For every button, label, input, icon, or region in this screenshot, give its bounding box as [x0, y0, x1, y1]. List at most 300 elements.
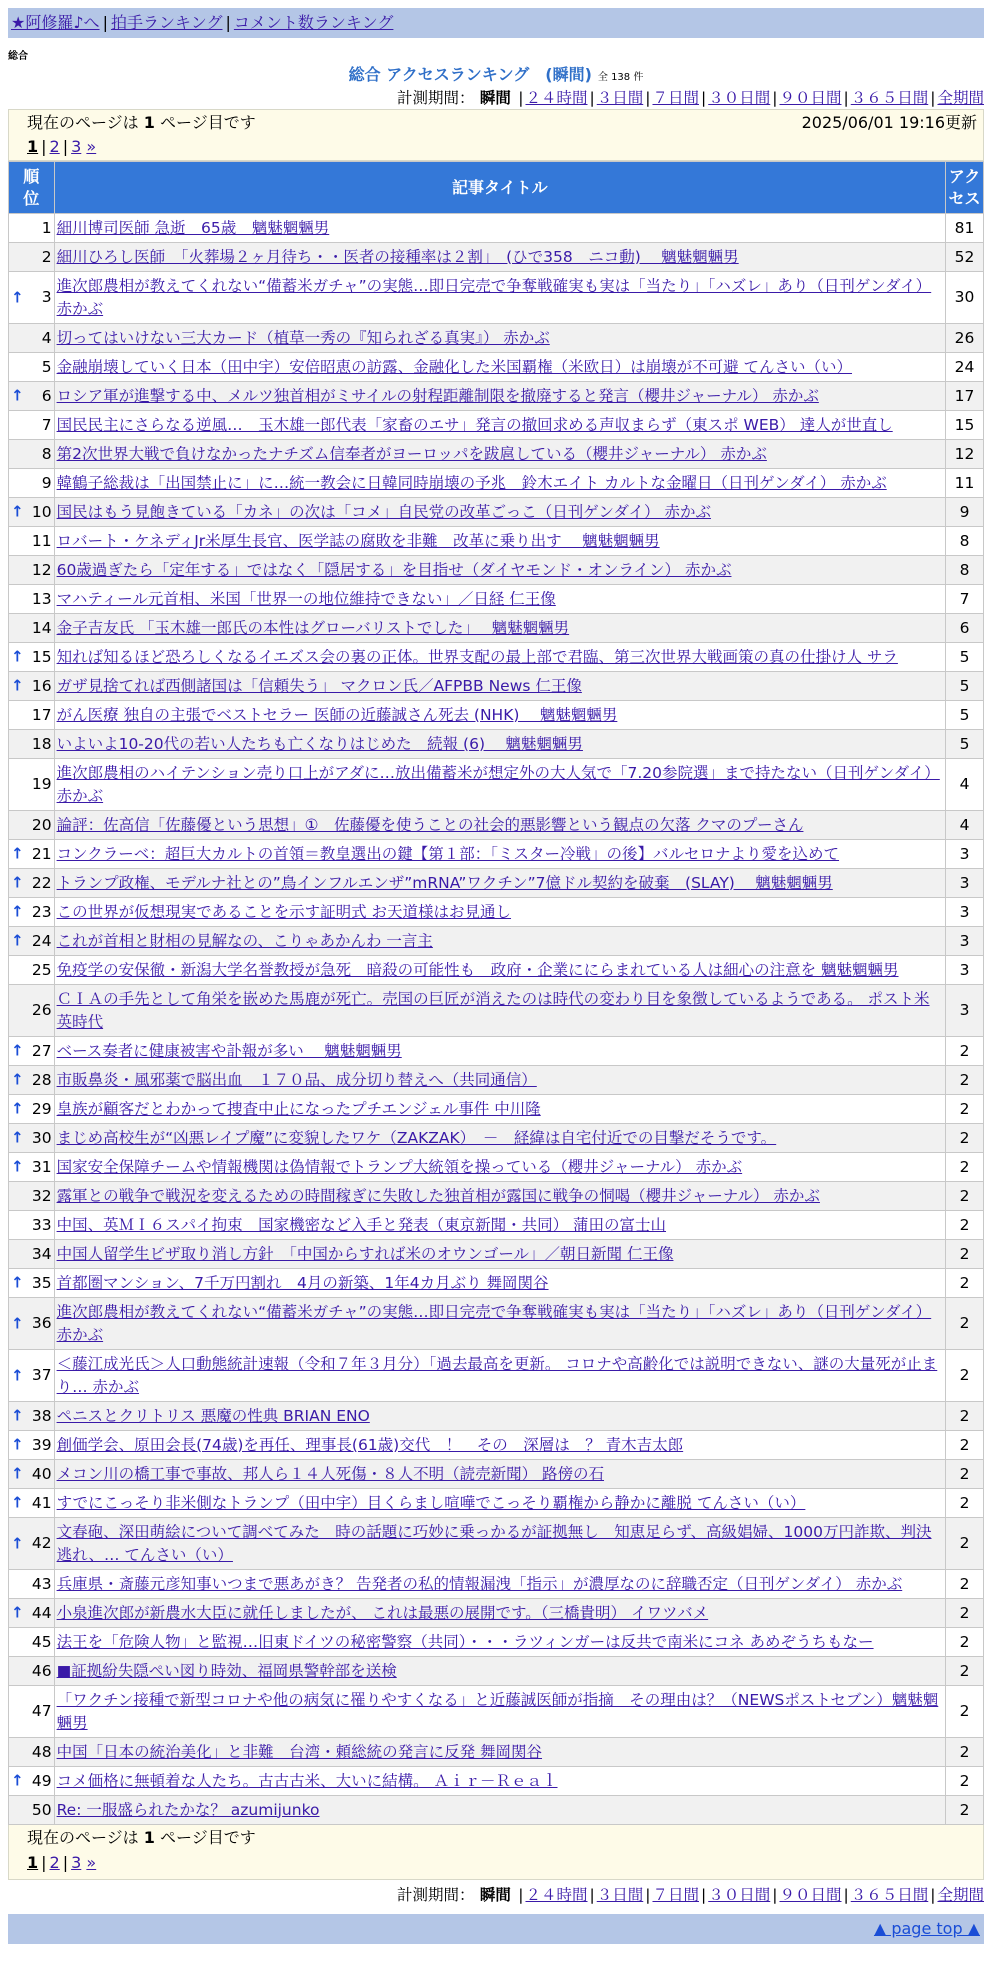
title-cell [54, 1298, 945, 1350]
title-cell [54, 1738, 945, 1767]
rank-number: 49 [31, 1771, 52, 1790]
access-count: 2 [946, 1657, 984, 1686]
rank-cell [9, 1796, 55, 1825]
title-cell [54, 672, 945, 701]
period-option-4[interactable]: ３０日間 [708, 89, 771, 107]
rank-cell [9, 1350, 55, 1402]
article-title-link[interactable]: 進次郎農相が教えてくれない“備蓄米ガチャ”の実態…即日完売で争奪戦確実も実は「当たり」「ハズレ」あり（日刊ゲンダイ） 赤かぶ [56, 276, 932, 318]
table-row [9, 1657, 984, 1686]
table-row [9, 1095, 984, 1124]
article-title-link[interactable]: 「ワクチン接種で新型コロナや他の病気に罹りやすくなる」と近藤誠医師が指摘 その理由は？（NEWSポストセブン）魑魅魍魎男 [56, 1690, 939, 1732]
arrow-up-icon: ↑ [11, 1070, 24, 1089]
access-count: 5 [946, 701, 984, 730]
article-title-link[interactable]: 細川ひろし医師 「火葬場２ヶ月待ち・・医者の接種率は２割」 (ひで358 ニコ動) 魑魅魍魎男 [56, 247, 739, 266]
page-link-3[interactable]: 3 [71, 137, 82, 156]
article-title-link[interactable]: すでにこっそり非米側なトランプ（田中宇）目くらまし喧嘩でこっそり覇権から静かに離脱 てんさい（い） [56, 1493, 806, 1512]
rank-number: 44 [31, 1603, 52, 1622]
rank-cell [9, 1657, 55, 1686]
access-count: 2 [946, 1066, 984, 1095]
table-row [9, 585, 984, 614]
article-title-link[interactable]: 小泉進次郎が新農水大臣に就任しましたが、 これは最悪の展開です。（三橋貴明） イワツバメ [56, 1603, 709, 1622]
clap-ranking-link[interactable]: 拍手ランキング [110, 13, 223, 32]
article-title-link[interactable]: ＜藤江成光氏＞人口動態統計速報（令和７年３月分）「過去最高を更新。 コロナや高齢化では説明できない、謎の大量死が止まり… 赤かぶ [56, 1354, 938, 1396]
article-title-link[interactable]: 細川博司医師 急逝 65歳 魑魅魍魎男 [56, 218, 330, 237]
table-row [9, 1350, 984, 1402]
table-row [9, 556, 984, 585]
article-title-link[interactable]: トランプ政権、モデルナ社との”鳥インフルエンザ”mRNA”ワクチン”7億ドル契約を破棄 (SLAY) 魑魅魍魎男 [56, 873, 833, 892]
arrow-up-icon: ↑ [11, 1366, 24, 1384]
period-separator: | [701, 89, 707, 107]
article-title-link[interactable]: メコン川の橋工事で事故、邦人ら１４人死傷・８人不明（読売新聞） 路傍の石 [56, 1464, 605, 1483]
rank-cell [9, 498, 55, 527]
access-count: 5 [946, 672, 984, 701]
article-title-link[interactable]: 知れば知るほど恐ろしくなるイエズス会の裏の正体。世界支配の最上部で君臨、第三次世界大戦画策の真の仕掛け人 サラ [56, 647, 898, 666]
rank-number: 3 [41, 288, 52, 306]
rank-cell [9, 898, 55, 927]
rank-number: 7 [41, 415, 52, 434]
article-title-link[interactable]: この世界が仮想現実であることを示す証明式 お天道様はお見通し [56, 902, 512, 921]
article-title-link[interactable]: 免疫学の安保徹・新潟大学名誉教授が急死 暗殺の可能性も 政府・企業ににらまれている人は細心の注意を 魑魅魍魎男 [56, 960, 899, 979]
table-row [9, 730, 984, 759]
home-link[interactable]: ★阿修羅♪へ [11, 13, 100, 32]
rank-cell [9, 1037, 55, 1066]
bottom-bar [8, 1914, 984, 1944]
rank-cell [9, 643, 55, 672]
title-cell [54, 353, 945, 382]
table-row [9, 1767, 984, 1796]
access-count: 3 [946, 869, 984, 898]
article-title-link[interactable]: ロシア軍が進撃する中、メルツ独首相がミサイルの射程距離制限を撤廃すると発言（櫻井ジャーナル） 赤かぶ [56, 386, 819, 405]
rank-number: 46 [31, 1661, 52, 1680]
ranking-heading [8, 63, 984, 87]
table-row [9, 1402, 984, 1431]
article-title-link[interactable]: 国民はもう見飽きている「カネ」の次は「コメ」自民党の改革ごっこ（日刊ゲンダイ） 赤かぶ [56, 502, 711, 521]
title-cell [54, 1124, 945, 1153]
table-row [9, 498, 984, 527]
rank-number: 31 [31, 1157, 52, 1176]
title-cell [54, 1153, 945, 1182]
page-link-2[interactable]: 2 [49, 1853, 60, 1872]
article-title-link[interactable]: 金子吉友氏 「玉木雄一郎氏の本性はグローバリストでした」 魑魅魍魎男 [56, 618, 570, 637]
access-count: 2 [946, 1095, 984, 1124]
period-separator: | [843, 1886, 849, 1904]
rank-cell [9, 1095, 55, 1124]
article-title-link[interactable]: コメ価格に無頓着な人たち。古古古米、大いに結構。 Ａｉｒ－Ｒｅａｌ [56, 1771, 558, 1790]
title-cell [54, 811, 945, 840]
access-count: 2 [946, 1460, 984, 1489]
article-title-link[interactable]: 露軍との戦争で戦況を変えるための時間稼ぎに失敗した独首相が露国に戦争の恫喝（櫻井ジャーナル） 赤かぶ [56, 1186, 820, 1205]
rank-number: 28 [31, 1070, 52, 1089]
article-title-link[interactable]: Re: 一服盛られたかな？ azumijunko [56, 1800, 320, 1819]
rank-number: 14 [31, 618, 52, 637]
period-option-1[interactable]: ２４時間 [525, 89, 588, 107]
article-title-link[interactable]: 皇族が顧客だとわかって捜査中止になったプチエンジェル事件 中川隆 [56, 1099, 541, 1118]
rank-number: 4 [41, 328, 52, 347]
period-separator: | [589, 89, 595, 107]
article-title-link[interactable]: 国民民主にさらなる逆風… 玉木雄一郎代表「家畜のエサ」発言の撤回求める声収まらず（東スポ WEB） 達人が世直し [56, 415, 893, 434]
article-title-link[interactable]: 進次郎農相が教えてくれない“備蓄米ガチャ”の実態…即日完売で争奪戦確実も実は「当たり」「ハズレ」あり（日刊ゲンダイ） 赤かぶ [56, 1302, 932, 1344]
rank-cell [9, 214, 55, 243]
access-count: 2 [946, 1240, 984, 1269]
title-cell [54, 840, 945, 869]
title-cell [54, 701, 945, 730]
page-info-box-bottom [8, 1825, 984, 1880]
table-row [9, 1182, 984, 1211]
access-count: 2 [946, 1298, 984, 1350]
rank-number: 13 [31, 589, 52, 608]
arrow-up-icon: ↑ [11, 288, 24, 306]
table-row [9, 1066, 984, 1095]
rank-number: 12 [31, 560, 52, 579]
rank-cell [9, 1628, 55, 1657]
access-count: 3 [946, 985, 984, 1037]
page-separator: | [41, 1853, 47, 1872]
period-current: 瞬間 [474, 89, 517, 107]
table-row [9, 353, 984, 382]
title-cell [54, 643, 945, 672]
title-cell [54, 1628, 945, 1657]
rank-cell [9, 243, 55, 272]
table-row [9, 898, 984, 927]
current-page-text: 現在のページは 1 ページ目です [27, 113, 256, 132]
title-cell [54, 1431, 945, 1460]
rank-cell [9, 1599, 55, 1628]
period-option-7[interactable]: 全期間 [937, 89, 984, 107]
table-row [9, 1570, 984, 1599]
table-row [9, 243, 984, 272]
page-top-link[interactable]: ▲ page top ▲ [873, 1919, 980, 1938]
page-separator: | [62, 137, 69, 156]
title-cell [54, 1066, 945, 1095]
rank-number: 34 [31, 1244, 52, 1263]
access-count: 7 [946, 585, 984, 614]
total-count: 全 138 件 [597, 72, 644, 83]
rank-cell [9, 869, 55, 898]
access-count: 30 [946, 272, 984, 324]
title-cell [54, 1269, 945, 1298]
access-count: 17 [946, 382, 984, 411]
table-row [9, 1037, 984, 1066]
rank-cell [9, 811, 55, 840]
access-count: 5 [946, 730, 984, 759]
period-option-7[interactable]: 全期間 [937, 1886, 984, 1904]
arrow-up-icon: ↑ [11, 386, 24, 405]
article-title-link[interactable]: 文春砲、深田萌絵について調べてみた 時の話題に巧妙に乗っかるが証拠無し 知恵足らず、高級娼婦、1000万円詐欺、判決逃れ、… てんさい（い） [56, 1522, 932, 1564]
title-cell [54, 1518, 945, 1570]
title-cell [54, 585, 945, 614]
article-title-link[interactable]: 国家安全保障チームや情報機関は偽情報でトランプ大統領を操っている（櫻井ジャーナル） 赤かぶ [56, 1157, 743, 1176]
title-cell [54, 1599, 945, 1628]
access-count: 9 [946, 498, 984, 527]
title-cell [54, 869, 945, 898]
rank-number: 8 [41, 444, 52, 463]
page-title: 総合 アクセスランキング (瞬間) [348, 65, 592, 84]
period-separator: | [772, 89, 778, 107]
arrow-up-icon: ↑ [11, 1314, 24, 1332]
page-link-3[interactable]: 3 [71, 1853, 82, 1872]
rank-number: 9 [41, 473, 52, 492]
rank-cell [9, 353, 55, 382]
article-title-link[interactable]: コンクラーベ：超巨大カルトの首領＝教皇選出の鍵【第１部：「ミスター冷戦」の後】バルセロナより愛を込めて [56, 844, 840, 863]
access-count: 2 [946, 1518, 984, 1570]
period-option-5[interactable]: ９０日間 [779, 89, 842, 107]
access-count: 2 [946, 1153, 984, 1182]
title-cell [54, 1686, 945, 1738]
top-nav-bar [8, 8, 984, 38]
title-cell [54, 272, 945, 324]
rank-number: 39 [31, 1435, 52, 1454]
period-option-2[interactable]: ３日間 [596, 89, 644, 107]
article-title-link[interactable]: 第2次世界大戦で負けなかったナチズム信奉者がヨーロッパを跋扈している（櫻井ジャーナル） 赤かぶ [56, 444, 767, 463]
table-row [9, 643, 984, 672]
rank-cell [9, 1402, 55, 1431]
rank-cell [9, 556, 55, 585]
table-row [9, 1599, 984, 1628]
access-count: 11 [946, 469, 984, 498]
period-separator: | [701, 1886, 707, 1904]
article-title-link[interactable]: 中国、英ＭＩ６スパイ拘束 国家機密など入手と発表（東京新聞・共同） 蒲田の富士山 [56, 1215, 667, 1234]
page-info-box [8, 109, 984, 161]
period-separator: | [518, 1886, 524, 1904]
article-title-link[interactable]: いよいよ10-20代の若い人たちも亡くなりはじめた 続報 (6) 魑魅魍魎男 [56, 734, 583, 753]
access-count: 2 [946, 1037, 984, 1066]
article-title-link[interactable]: ガザ見捨てれば西側諸国は「信頼失う」 マクロン氏／AFPBB News 仁王像 [56, 676, 582, 695]
rank-number: 38 [31, 1406, 52, 1425]
article-title-link[interactable]: 切ってはいけない三大カード（植草一秀の『知られざる真実』） 赤かぶ [56, 328, 550, 347]
access-count: 2 [946, 1599, 984, 1628]
rank-number: 10 [31, 502, 52, 521]
page-link-2[interactable]: 2 [49, 137, 60, 156]
table-row [9, 1124, 984, 1153]
access-count: 2 [946, 1796, 984, 1825]
title-cell [54, 927, 945, 956]
article-title-link[interactable]: 法王を「危険人物」と監視…旧東ドイツの秘密警察（共同）・・・ラツィンガーは反共で南米にコネ あめぞうちもなー [56, 1632, 874, 1651]
table-row [9, 614, 984, 643]
period-selector [8, 87, 984, 109]
article-title-link[interactable]: 金融崩壊していく日本（田中宇）安倍昭恵の訪露、金融化した米国覇権（米欧日）は崩壊が不可避 てんさい（い） [56, 357, 853, 376]
current-page-number: 1 [143, 1828, 155, 1847]
rank-number: 33 [31, 1215, 52, 1234]
article-title-link[interactable]: まじめ高校生が“凶悪レイプ魔”に変貌したワケ（ZAKZAK） － 経緯は自宅付近での目撃だそうです。 [56, 1128, 777, 1147]
period-option-4[interactable]: ３０日間 [708, 1886, 771, 1904]
arrow-up-icon: ↑ [11, 1534, 24, 1552]
rank-cell [9, 1269, 55, 1298]
title-cell [54, 614, 945, 643]
rank-number: 25 [31, 960, 52, 979]
arrow-up-icon: ↑ [11, 844, 24, 863]
title-cell [54, 1460, 945, 1489]
title-cell [54, 527, 945, 556]
rank-cell [9, 985, 55, 1037]
article-title-link[interactable]: がん医療 独自の主張でベストセラー 医師の近藤誠さん死去 (NHK) 魑魅魍魎男 [56, 705, 618, 724]
title-cell [54, 730, 945, 759]
page-next-link[interactable]: » [86, 137, 97, 156]
access-count: 26 [946, 324, 984, 353]
period-option-1[interactable]: ２４時間 [525, 1886, 588, 1904]
period-label: 計測期間： [396, 89, 475, 107]
table-row [9, 1796, 984, 1825]
rank-cell [9, 1431, 55, 1460]
article-title-link[interactable]: 韓鶴子総裁は「出国禁止に」に…統一教会に日韓同時崩壊の予兆 鈴木エイト カルトな金曜日（日刊ゲンダイ） 赤かぶ [56, 473, 887, 492]
access-count: 3 [946, 956, 984, 985]
rank-cell [9, 956, 55, 985]
updated-timestamp: 2025/06/01 19:16更新 [801, 113, 977, 132]
rank-number: 15 [31, 647, 52, 666]
title-cell [54, 956, 945, 985]
table-row [9, 1269, 984, 1298]
nav-separator: | [225, 13, 231, 32]
rank-number: 11 [31, 531, 52, 550]
rank-number: 42 [31, 1534, 52, 1552]
rank-cell [9, 469, 55, 498]
period-option-2[interactable]: ３日間 [596, 1886, 644, 1904]
table-row [9, 1460, 984, 1489]
article-title-link[interactable]: 中国人留学生ビザ取り消し方針 「中国からすれば米のオウンゴール」／朝日新聞 仁王像 [56, 1244, 674, 1263]
arrow-up-icon: ↑ [11, 1128, 24, 1147]
rank-number: 27 [31, 1041, 52, 1060]
period-current: 瞬間 [474, 1886, 517, 1904]
article-title-link[interactable]: 兵庫県・斎藤元彦知事いつまで悪あがき？ 告発者の私的情報漏洩「指示」が濃厚なのに辞職否定（日刊ゲンダイ） 赤かぶ [56, 1574, 903, 1593]
rank-number: 24 [31, 931, 52, 950]
article-title-link[interactable]: ベース奏者に健康被害や訃報が多い 魑魅魍魎男 [56, 1041, 402, 1060]
article-title-link[interactable]: 首都圏マンション、7千万円割れ 4月の新築、1年4カ月ぶり 舞岡関谷 [56, 1273, 549, 1292]
period-separator: | [930, 1886, 936, 1904]
access-count: 2 [946, 1211, 984, 1240]
page-current: 1 [27, 137, 39, 156]
title-cell [54, 1489, 945, 1518]
article-title-link[interactable]: 市販鼻炎・風邪薬で脳出血 １７０品、成分切り替えへ（共同通信） [56, 1070, 537, 1089]
rank-number: 40 [31, 1464, 52, 1483]
page-current: 1 [27, 1853, 39, 1872]
rank-number: 1 [41, 218, 52, 237]
period-option-6[interactable]: ３６５日間 [850, 89, 929, 107]
rank-number: 43 [31, 1574, 52, 1593]
title-cell [54, 243, 945, 272]
table-row [9, 1153, 984, 1182]
col-header-rank: 順 位 [9, 162, 55, 214]
ranking-table [8, 161, 984, 1825]
title-cell [54, 1037, 945, 1066]
page-next-link[interactable]: » [86, 1853, 97, 1872]
title-cell [54, 382, 945, 411]
arrow-up-icon: ↑ [11, 1157, 24, 1176]
article-title-link[interactable]: 60歳過ぎたら「定年する」ではなく「隠居する」を目指せ（ダイヤモンド・オンライン） 赤かぶ [56, 560, 732, 579]
article-title-link[interactable]: ■証拠紛失隠ぺい図り時効、福岡県警幹部を送検 [56, 1661, 397, 1680]
table-row [9, 1240, 984, 1269]
arrow-up-icon: ↑ [11, 502, 24, 521]
rank-number: 5 [41, 357, 52, 376]
period-selector-bottom [8, 1884, 984, 1906]
access-count: 12 [946, 440, 984, 469]
access-count: 2 [946, 1269, 984, 1298]
table-row [9, 701, 984, 730]
rank-cell [9, 1738, 55, 1767]
access-count: 6 [946, 614, 984, 643]
table-row [9, 956, 984, 985]
rank-number: 19 [31, 775, 52, 793]
rank-number: 47 [31, 1702, 52, 1720]
rank-number: 2 [41, 247, 52, 266]
access-count: 4 [946, 759, 984, 811]
rank-number: 6 [41, 386, 52, 405]
rank-number: 48 [31, 1742, 52, 1761]
article-title-link[interactable]: 論評：佐高信「佐藤優という思想」① 佐藤優を使うことの社会的悪影響という観点の欠落 クマのプーさん [56, 815, 804, 834]
table-row [9, 324, 984, 353]
title-cell [54, 440, 945, 469]
access-count: 2 [946, 1489, 984, 1518]
table-row [9, 1738, 984, 1767]
period-option-6[interactable]: ３６５日間 [850, 1886, 929, 1904]
pagination-bottom [27, 1850, 977, 1876]
period-separator: | [843, 89, 849, 107]
period-separator: | [589, 1886, 595, 1904]
article-title-link[interactable]: ロバート・ケネディJr米厚生長官、医学誌の腐敗を非難 改革に乗り出す 魑魅魍魎男 [56, 531, 660, 550]
access-count: 3 [946, 927, 984, 956]
article-title-link[interactable]: 創価学会、原田会長(74歳)を再任、理事長(61歳)交代 ！ その 深層は ？ 青木吉太郎 [56, 1435, 684, 1454]
period-separator: | [772, 1886, 778, 1904]
period-label: 計測期間： [396, 1886, 475, 1904]
period-separator: | [645, 1886, 651, 1904]
nav-separator: | [102, 13, 108, 32]
table-row [9, 672, 984, 701]
article-title-link[interactable]: マハティール元首相、米国「世界一の地位維持できない」／日経 仁王像 [56, 589, 556, 608]
rank-number: 21 [31, 844, 52, 863]
title-cell [54, 1182, 945, 1211]
current-page-number: 1 [143, 113, 155, 132]
period-separator: | [518, 89, 524, 107]
arrow-up-icon: ↑ [11, 676, 24, 695]
title-cell [54, 1767, 945, 1796]
article-title-link[interactable]: 進次郎農相のハイテンション売り口上がアダに…放出備蓄米が想定外の大人気で「7.20参院選」まで持たない（日刊ゲンダイ） 赤かぶ [56, 763, 940, 805]
period-option-5[interactable]: ９０日間 [779, 1886, 842, 1904]
rank-number: 29 [31, 1099, 52, 1118]
title-cell [54, 411, 945, 440]
title-cell [54, 214, 945, 243]
rank-number: 35 [31, 1273, 52, 1292]
rank-cell [9, 840, 55, 869]
period-option-3[interactable]: ７日間 [652, 89, 699, 107]
period-option-3[interactable]: ７日間 [652, 1886, 699, 1904]
rank-cell [9, 1489, 55, 1518]
rank-cell [9, 440, 55, 469]
period-separator: | [645, 89, 651, 107]
table-row [9, 527, 984, 556]
title-cell [54, 898, 945, 927]
title-cell [54, 1240, 945, 1269]
rank-number: 16 [31, 676, 52, 695]
table-row [9, 440, 984, 469]
article-title-link[interactable]: ペニスとクリトリス 悪魔の性典 BRIAN ENO [56, 1406, 370, 1425]
table-row [9, 869, 984, 898]
access-count: 52 [946, 243, 984, 272]
article-title-link[interactable]: これが首相と財相の見解なの、こりゃあかんわ 一言主 [56, 931, 433, 950]
comment-ranking-link[interactable]: コメント数ランキング [233, 13, 394, 32]
table-row [9, 1298, 984, 1350]
rank-cell [9, 614, 55, 643]
access-count: 2 [946, 1431, 984, 1460]
rank-number: 41 [31, 1493, 52, 1512]
article-title-link[interactable]: 中国「日本の統治美化」と非難 台湾・頼総統の発言に反発 舞岡関谷 [56, 1742, 543, 1761]
title-cell [54, 324, 945, 353]
table-row [9, 840, 984, 869]
rank-number: 22 [31, 873, 52, 892]
rank-cell [9, 1124, 55, 1153]
rank-cell [9, 585, 55, 614]
table-row [9, 1431, 984, 1460]
table-row [9, 411, 984, 440]
current-page-text: 現在のページは 1 ページ目です [27, 1828, 256, 1847]
article-title-link[interactable]: ＣＩＡの手先として角栄を嵌めた馬鹿が死亡。売国の巨匠が消えたのは時代の変わり目を象徴しているようである。 ポスト米英時代 [56, 989, 930, 1031]
